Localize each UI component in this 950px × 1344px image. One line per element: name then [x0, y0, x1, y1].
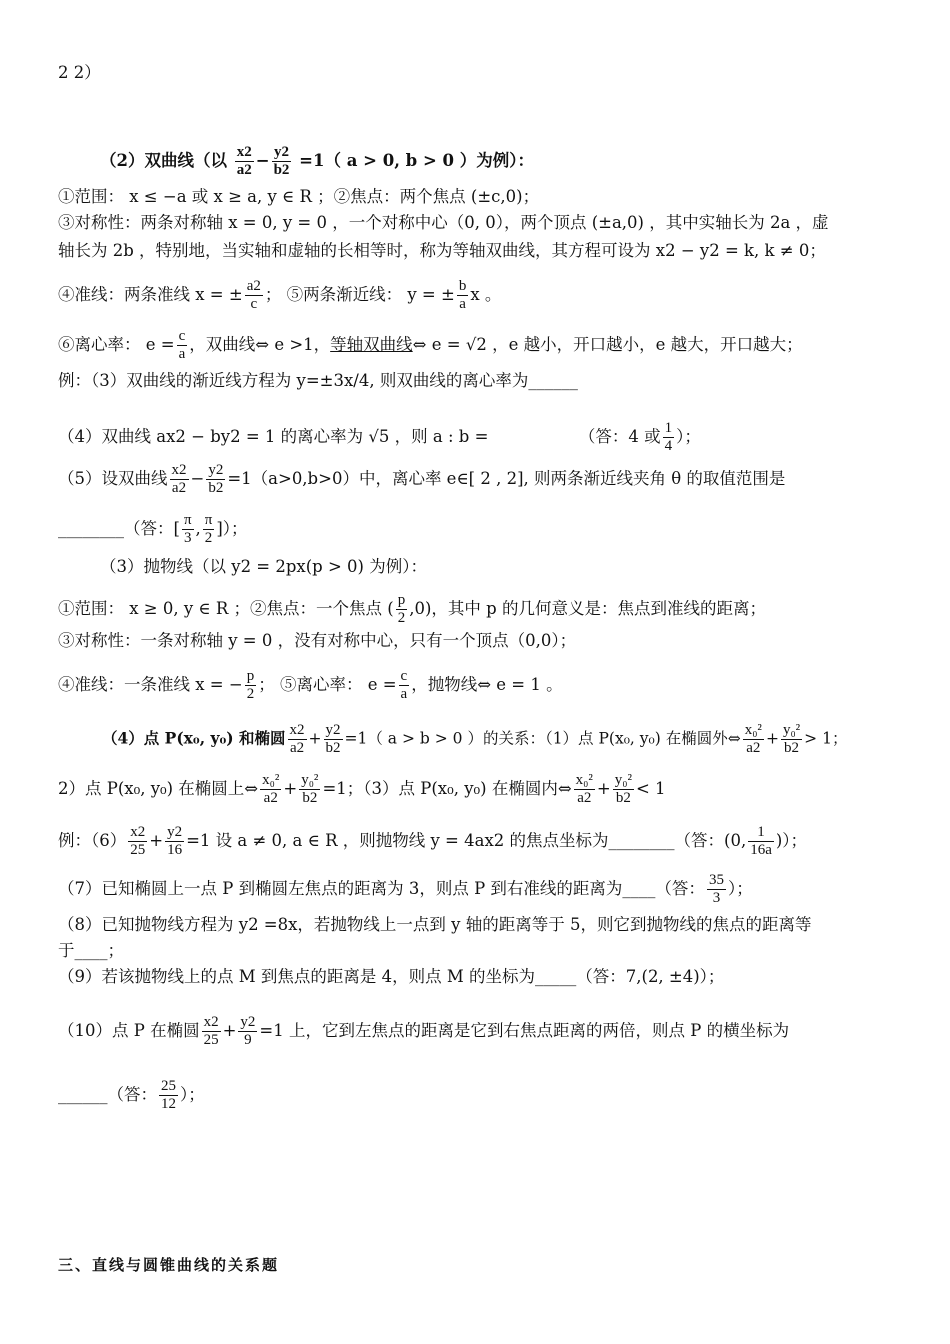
example-8: （8）已知抛物线方程为 y2 =8x，若抛物线上一点到 y 轴的距离等于 5，则它到抛物线的焦点的距离等	[58, 915, 812, 934]
parabola-symmetry: ③对称性：一条对称轴 y = 0 ，没有对称中心，只有一个顶点（0,0）；	[58, 631, 577, 650]
parabola-directrix: ④准线：一条准线 x = − $\frac{p}{2}$ ； ⑤离心率： e = $\frac{c}{a}$ ，抛物线⇔ e = 1 。	[58, 668, 563, 702]
example-5-answer: ________（答：[ $\frac{\pi}{3}$ , $\frac{\pi}{2}$ ]）；	[58, 512, 248, 546]
example-10-answer: ______（答： $\frac{25}{12}$ ）；	[58, 1078, 205, 1112]
hyperbola-symmetry: ③对称性：两条对称轴 x = 0, y = 0 ，一个对称中心（0, 0），两个顶点 (±a,0) ，其中实轴长为 2a ，虚	[58, 213, 829, 232]
point-ellipse-relation-cont: 2）点 P(x₀, y₀) 在椭圆上⇔ $\frac{\text{x₀²}}{a2}$ + $\frac{\text{y₀²}}{b2}$ =1；（3）点 P(x₀, y₀) 在椭圆内⇔ $\frac{\text{x₀²}}{a2}$ + $\frac{\text{y₀²}}{b2}$ < 1	[58, 772, 666, 806]
hyperbola-directrix: ④准线：两条准线 x = ± $\frac{a2}{c}$ ； ⑤两条渐近线： y = ± $\frac{b}{a}$ x 。	[58, 278, 502, 312]
hyperbola-eccentricity: ⑥离心率： e = $\frac{c}{a}$ ，双曲线⇔ e >1，等轴双曲线⇔ e = √2 ，e 越小，开口越小，e 越大，开口越大；	[58, 328, 803, 362]
example-6: 例：（6） $\frac{x2}{25}$ + $\frac{y2}{16}$ =1 设 a ≠ 0, a ∈ R ，则抛物线 y = 4ax2 的焦点坐标为________（答：(0, $\frac{1}{16a}$ )）；	[58, 824, 808, 858]
top-fragment: 2 2）	[58, 63, 101, 82]
parabola-range: ①范围： x ≥ 0, y ∈ R ；②焦点：一个焦点 ( $\frac{p}{2}$ ,0)，其中 p 的几何意义是：焦点到准线的距离；	[58, 592, 766, 626]
example-4: （4）双曲线 ax2 − by2 = 1 的离心率为 √5 ，则 a : b = （答：4 或 $\frac{1}{4}$ ）；	[58, 420, 701, 454]
hyperbola-range: ①范围： x ≤ −a 或 x ≥ a, y ∈ R ；②焦点：两个焦点 (±c,0)；	[58, 187, 540, 206]
example-7: （7）已知椭圆上一点 P 到椭圆左焦点的距离为 3，则点 P 到右准线的距离为____（答： $\frac{35}{3}$ ）；	[58, 872, 753, 906]
example-10: （10）点 P 在椭圆 $\frac{x2}{25}$ + $\frac{y2}{9}$ =1 上，它到左焦点的距离是它到右焦点距离的两倍，则点 P 的横坐标为	[58, 1014, 790, 1048]
point-ellipse-relation: （4）点 P(x₀, y₀) 和椭圆 $\frac{x2}{a2}$ + $\frac{y2}{b2}$ =1（ a > b > 0 ）的关系：（1）点 P(x₀, y₀) 在椭圆外⇔ $\frac{\text{x₀²}}{a2}$ + $\frac{\text{y₀²}}{b2}$ > 1；	[102, 722, 848, 756]
example-9: （9）若该抛物线上的点 M 到焦点的距离是 4，则点 M 的坐标为_____（答：7,(2, ±4)）；	[58, 967, 725, 986]
example-8-cont: 于____；	[58, 941, 124, 960]
example-5: （5）设双曲线 $\frac{x2}{a2}$ − $\frac{y2}{b2}$ =1（a>0,b>0）中，离心率 e∈[ 2 , 2], 则两条渐近线夹角 θ 的取值范围是	[58, 462, 786, 496]
example-3: 例：（3）双曲线的渐近线方程为 y=±3x/4, 则双曲线的离心率为______	[58, 371, 578, 390]
hyperbola-heading: （2）双曲线（以 $\frac{x2}{a2}$ − $\frac{y2}{b2}$ =1（ a > 0, b > 0 ）为例）：	[100, 144, 535, 178]
section-3-heading: 三、直线与圆锥曲线的关系题	[58, 1256, 280, 1274]
parabola-heading: （3）抛物线（以 y2 = 2px(p > 0) 为例）：	[100, 557, 427, 576]
hyperbola-symmetry-cont: 轴长为 2b ，特别地，当实轴和虚轴的长相等时，称为等轴双曲线，其方程可设为 x2 − y2 = k, k ≠ 0；	[58, 241, 826, 260]
